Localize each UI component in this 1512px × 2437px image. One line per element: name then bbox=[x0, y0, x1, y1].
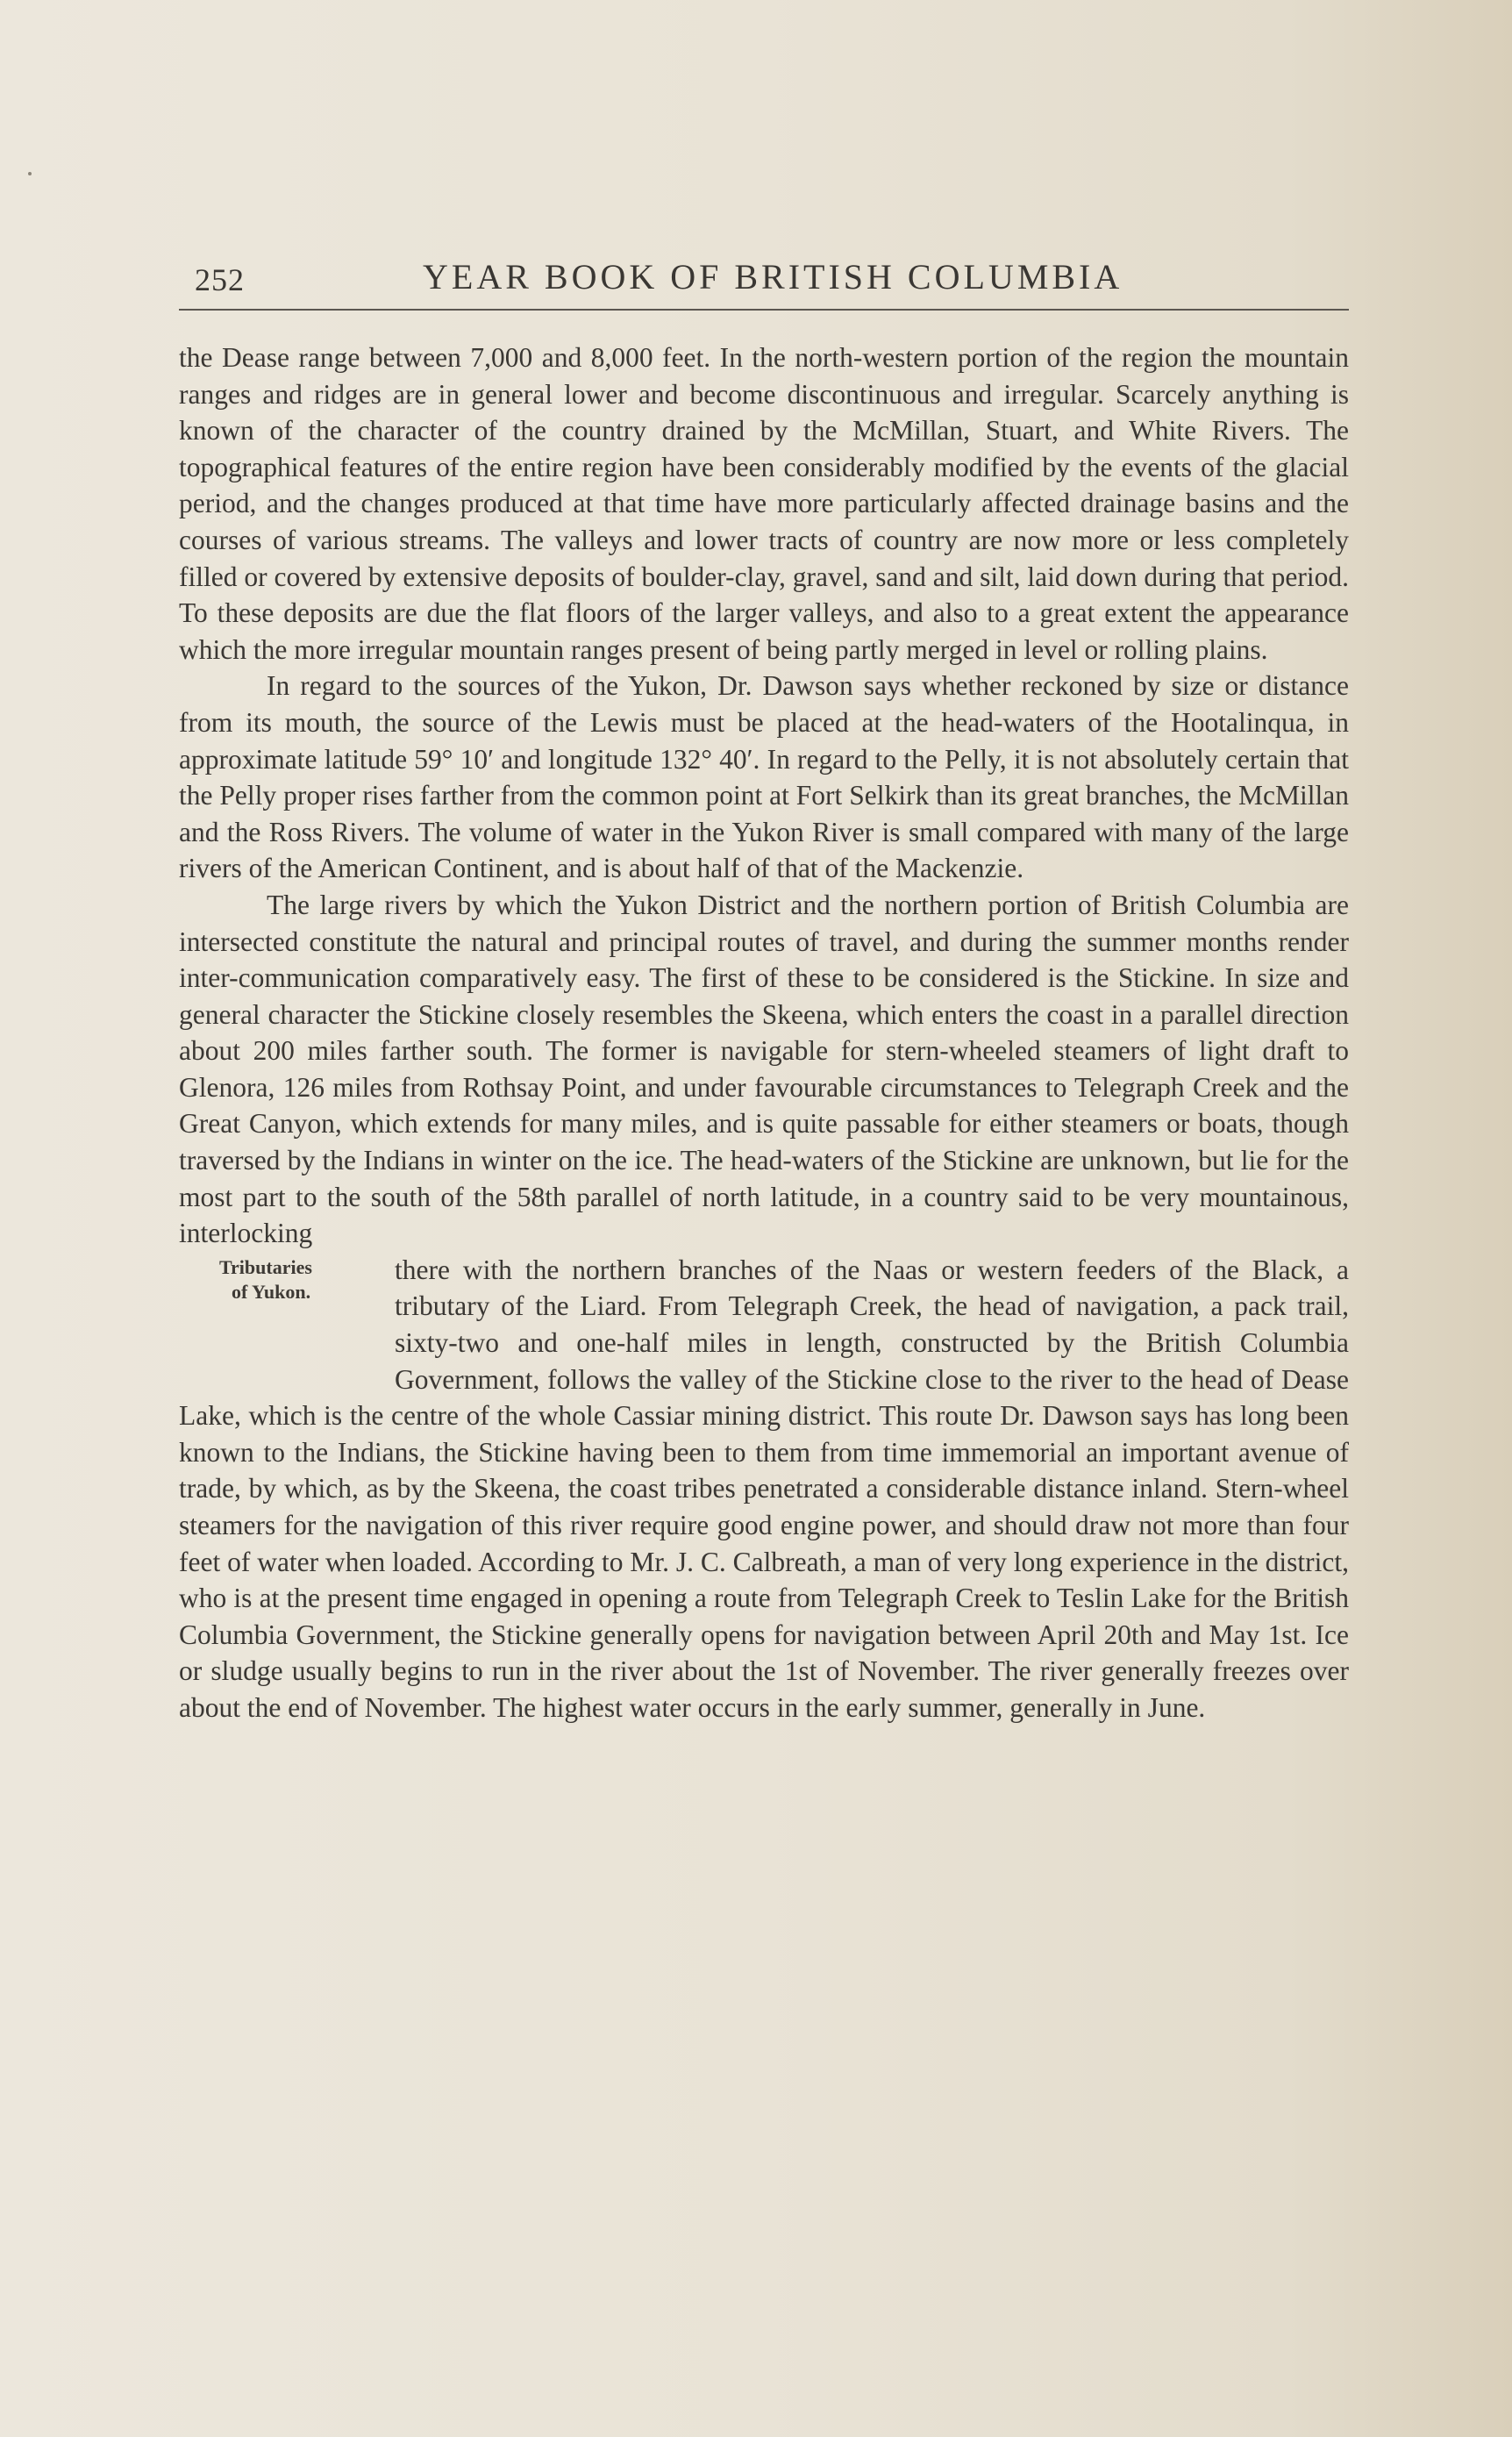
margin-note bbox=[174, 1255, 377, 1365]
margin-note-line-2: of Yukon. bbox=[232, 1280, 311, 1303]
paragraph-4-block bbox=[179, 1252, 1349, 1726]
paragraph-2: In regard to the sources of the Yukon, Dr. Dawson says whether reckoned by size or distance from its mouth, the source of the Lewis must be placed at the head-waters of the Hootalinqua, in approximate latitude 59° 10′ and longitude 132° 40′. In regard to the Pelly, it is not absolutely certain that the Pelly proper rises farther from the common point at Fort Selkirk than its great branches, the McMillan and the Ross Rivers. The volume of water in the Yukon River is small compared with many of the large rivers of the American Continent, and is about half of that of the Mackenzie. bbox=[179, 670, 1349, 884]
paragraph-1: the Dease range between 7,000 and 8,000 feet. In the north-western portion of the region the mountain ranges and ridges are in general lower and become discontinuous and irregular. Scarcely anything is known of the character of the country drained by the McMillan, Stuart, and White Rivers. The topographical features of the entire region have been considerably modified by the events of the glacial period, and the changes produced at that time have more particularly affected drainage basins and the courses of various streams. The valleys and lower tracts of country are now more or less completely filled or covered by extensive deposits of boulder-clay, gravel, sand and silt, laid down during that period. To these deposits are due the flat floors of the larger valleys, and also to a great extent the appearance which the more irregular mountain ranges present of being partly merged in level or rolling plains. bbox=[179, 342, 1349, 665]
margin-note-line-1: Tributaries bbox=[219, 1255, 312, 1278]
running-title: YEAR BOOK OF BRITISH COLUMBIA bbox=[423, 257, 1123, 297]
page-number: 252 bbox=[195, 262, 245, 297]
page-header bbox=[182, 256, 1349, 300]
body-text bbox=[179, 339, 1349, 1726]
paper-speck bbox=[28, 172, 32, 175]
paragraph-3: The large rivers by which the Yukon District and the northern portion of British Columbia are intersected constitute the natural and principal routes of travel, and during the summer months render inter-communication comparatively easy. The first of these to be considered is the Stickine. In size and general character the Stickine closely resembles the Skeena, which enters the coast in a parallel direction about 200 miles farther south. The former is navigable for stern-wheeled steamers of light draft to Glenora, 126 miles from Rothsay Point, and under favourable circumstances to Telegraph Creek and the Great Canyon, which extends for many miles, and is quite passable for either steamers or boats, though traversed by the Indians in winter on the ice. The head-waters of the Stickine are unknown, but lie for the most part to the south of the 58th parallel of north latitude, in a country said to be very mountainous, interlocking bbox=[179, 889, 1349, 1249]
paragraph-4: there with the northern branches of the Naas or western feeders of the Black, a tributary of the Liard. From Telegraph Creek, the head of navigation, a pack trail, sixty-two and one-half miles in length, constructed by the British Columbia Government, follows the valley of the Stickine close to the river to the head of Dease Lake, which is the centre of the whole Cassiar mining district. This route Dr. Dawson says has long been known to the Indians, the Stickine having been to them from time immemorial an important avenue of trade, by which, as by the Skeena, the coast tribes penetrated a considerable distance inland. Stern-wheel steamers for the navigation of this river require good engine power, and should draw not more than four feet of water when loaded. According to Mr. J. C. Calbreath, a man of very long experience in the district, who is at the present time engaged in opening a route from Telegraph Creek to Teslin Lake for the British Columbia Government, the Stickine generally opens for navigation between April 20th and May 1st. Ice or sludge usually begins to run in the river about the 1st of November. The river generally freezes over about the end of November. The highest water occurs in the early summer, generally in June. bbox=[179, 1254, 1349, 1723]
header-rule bbox=[179, 309, 1349, 311]
